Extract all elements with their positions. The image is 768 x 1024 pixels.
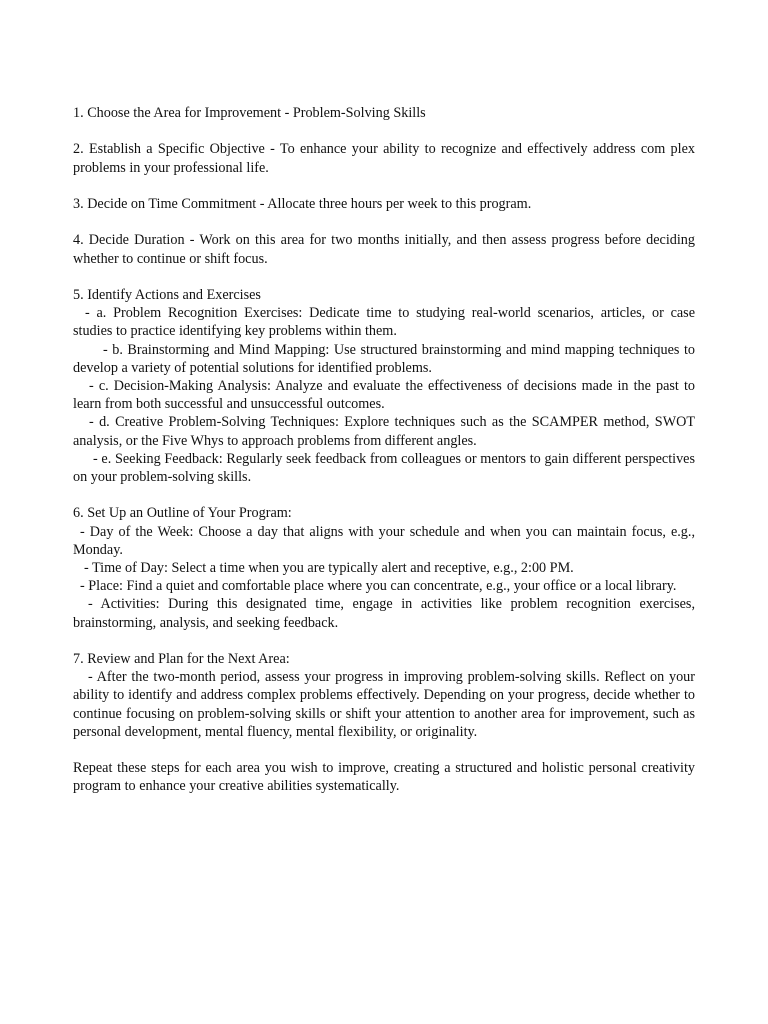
step-1-text: 1. Choose the Area for Improvement - Problem-Solving Skills <box>73 105 426 121</box>
step-5-section <box>73 286 695 486</box>
step-6-item-day: - Day of the Week: Choose a day that aligns with your schedule and when you can maintain focus, e.g., Monday. <box>73 523 695 558</box>
step-6-item-activities: - Activities: During this designated time, engage in activities like problem recognition exercises, brainstorming, analysis, and seeking feedback. <box>73 596 695 631</box>
closing-paragraph: Repeat these steps for each area you wish to improve, creating a structured and holistic personal creativity program to enhance your creative abilities systematically. <box>73 760 695 795</box>
step-2-text: 2. Establish a Specific Objective - To enhance your ability to recognize and effectively address com plex problems in your professional life. <box>73 141 695 176</box>
step-4-text: 4. Decide Duration - Work on this area for two months initially, and then assess progress before deciding whether to continue or shift focus. <box>73 232 695 267</box>
step-7-body: - After the two-month period, assess your progress in improving problem-solving skills. Reflect on your ability to identify and address complex problems effectively. Depending on your progress, decide whether to continue focusing on problem-solving skills or shift your attention to another area for improvement, such as personal development, mental fluency, mental flexibility, or originality. <box>73 669 695 740</box>
step-5-item-d: - d. Creative Problem-Solving Techniques: Explore techniques such as the SCAMPER method, SWOT analysis, or the Five Whys to approach problems from different angles. <box>73 414 695 449</box>
step-5-item-a: - a. Problem Recognition Exercises: Dedicate time to studying real-world scenarios, articles, or case studies to practice identifying key problems within them. <box>73 305 695 340</box>
step-6-item-time: - Time of Day: Select a time when you are typically alert and receptive, e.g., 2:00 PM. <box>84 560 574 576</box>
step-5-item-c: - c. Decision-Making Analysis: Analyze and evaluate the effectiveness of decisions made in the past to learn from both successful and unsuccessful outcomes. <box>73 377 695 413</box>
step-5-item-b: - b. Brainstorming and Mind Mapping: Use structured brainstorming and mind mapping techniques to develop a variety of potential solutions for identified problems. <box>73 341 695 376</box>
step-3-text: 3. Decide on Time Commitment - Allocate three hours per week to this program. <box>73 195 532 212</box>
step-7-section <box>73 650 695 741</box>
step-6-heading: 6. Set Up an Outline of Your Program: <box>73 505 292 522</box>
step-7-heading: 7. Review and Plan for the Next Area: <box>73 651 290 667</box>
step-5-item-e: - e. Seeking Feedback: Regularly seek feedback from colleagues or mentors to gain different perspectives on your problem-solving skills. <box>73 450 695 485</box>
step-6-item-place: - Place: Find a quiet and comfortable place where you can concentrate, e.g., your office or a local library. <box>80 578 677 595</box>
document-page <box>73 104 695 796</box>
step-5-heading: 5. Identify Actions and Exercises <box>73 286 261 303</box>
step-6-section <box>73 504 695 631</box>
